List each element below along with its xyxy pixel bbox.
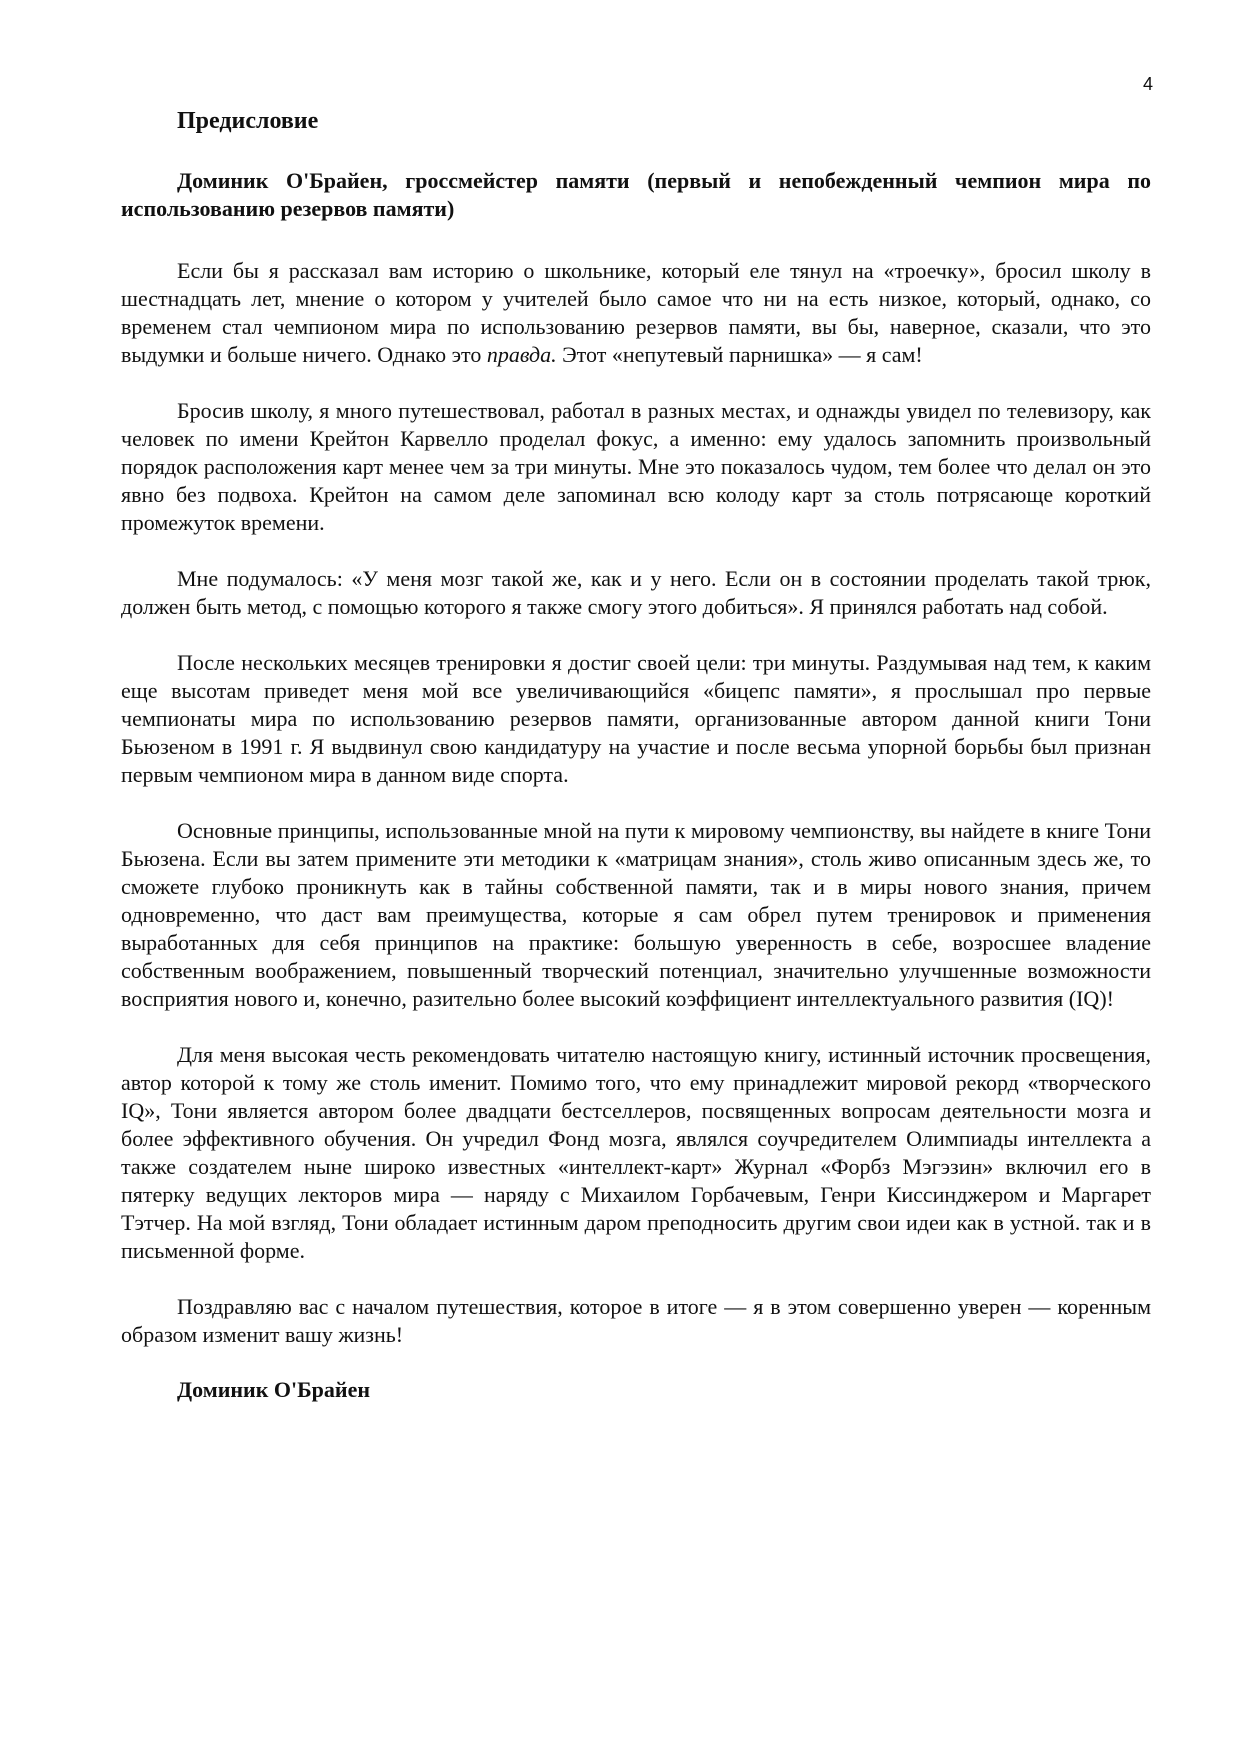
paragraph-7: Поздравляю вас с началом путешествия, которое в итоге — я в этом совершенно уверен — коренным образом изменит вашу жизнь! xyxy=(121,1294,1151,1347)
paragraph-4: После нескольких месяцев тренировки я достиг своей цели: три минуты. Раздумывая над тем, к каким еще высотам приведет меня мой все увеличивающийся «бицепс памяти», я прослышал про первые чемпионаты мира по использованию резервов памяти, организованные автором данной книги Тони Бьюзеном в 1991 г. Я выдвинул свою кандидатуру на участие и после весьма упорной борьбы был признан первым чемпионом мира в данном виде спорта. xyxy=(121,650,1151,787)
paragraph-5: Основные принципы, использованные мной на пути к мировому чемпионству, вы найдете в книге Тони Бьюзена. Если вы затем примените эти методики к «матрицам знания», столь живо описанным здесь же, то сможете глубоко проникнуть как в тайны собственной памяти, так и в миры нового знания, причем одновременно, что даст вам преимущества, которые я сам обрел путем тренировок и применения выработанных для себя принципов на практике: большую уверенность в себе, возросшее владение собственным воображением, повышенный творческий потенциал, значительно улучшенные возможности восприятия нового и, конечно, разительно более высокий коэффициент интеллектуального развития (IQ)! xyxy=(121,818,1151,1011)
paragraph-1-text-a: Если бы я рассказал вам историю о школьнике, который еле тянул на «троечку», бросил школу в шестнадцать лет, мнение о котором у учителей было самое что ни на есть низкое, который, однако, со временем стал чемпионом мира по использованию резервов памяти, вы бы, наверное, сказали, что это выдумки и больше ничего. Однако это xyxy=(121,258,1151,367)
paragraph-3: Мне подумалось: «У меня мозг такой же, как и у него. Если он в состоянии проделать такой трюк, должен быть метод, с помощью которого я также смогу этого добиться». Я принялся работать над собой. xyxy=(121,566,1151,619)
paragraph-1-emphasis: правда. xyxy=(486,342,557,367)
page-number: 4 xyxy=(1142,74,1153,94)
signature: Доминик О'Брайен xyxy=(177,1377,371,1402)
section-heading: Предисловие xyxy=(177,108,319,134)
author-subheading: Доминик О'Брайен, гроссмейстер памяти (первый и непобежденный чемпион мира по использованию резервов памяти) xyxy=(121,168,1151,221)
paragraph-2: Бросив школу, я много путешествовал, работал в разных местах, и однажды увидел по телевизору, как человек по имени Крейтон Карвелло проделал фокус, а именно: ему удалось запомнить произвольный порядок расположения карт менее чем за три минуты. Мне это показалось чудом, тем более что делал он это явно без подвоха. Крейтон на самом деле запоминал всю колоду карт за столь потрясающе короткий промежуток времени. xyxy=(121,398,1151,535)
paragraph-1-text-b: Этот «непутевый парнишка» — я сам! xyxy=(556,342,923,367)
paragraph-6: Для меня высокая честь рекомендовать читателю настоящую книгу, истинный источник просвещения, автор которой к тому же столь именит. Помимо того, что ему принадлежит мировой рекорд «творческого IQ», Тони является автором более двадцати бестселлеров, посвященных вопросам деятельности мозга и более эффективного обучения. Он учредил Фонд мозга, являлся соучредителем Олимпиады интеллекта а также создателем ныне широко известных «интеллект-карт» Журнал «Форбз Мэгэзин» включил его в пятерку ведущих лекторов мира — наряду с Михаилом Горбачевым, Генри Киссинджером и Маргарет Тэтчер. На мой взгляд, Тони обладает истинным даром преподносить другим свои идеи как в устной. так и в письменной форме. xyxy=(121,1042,1151,1263)
paragraph-1 xyxy=(121,257,1151,369)
document-body xyxy=(121,108,1151,1403)
